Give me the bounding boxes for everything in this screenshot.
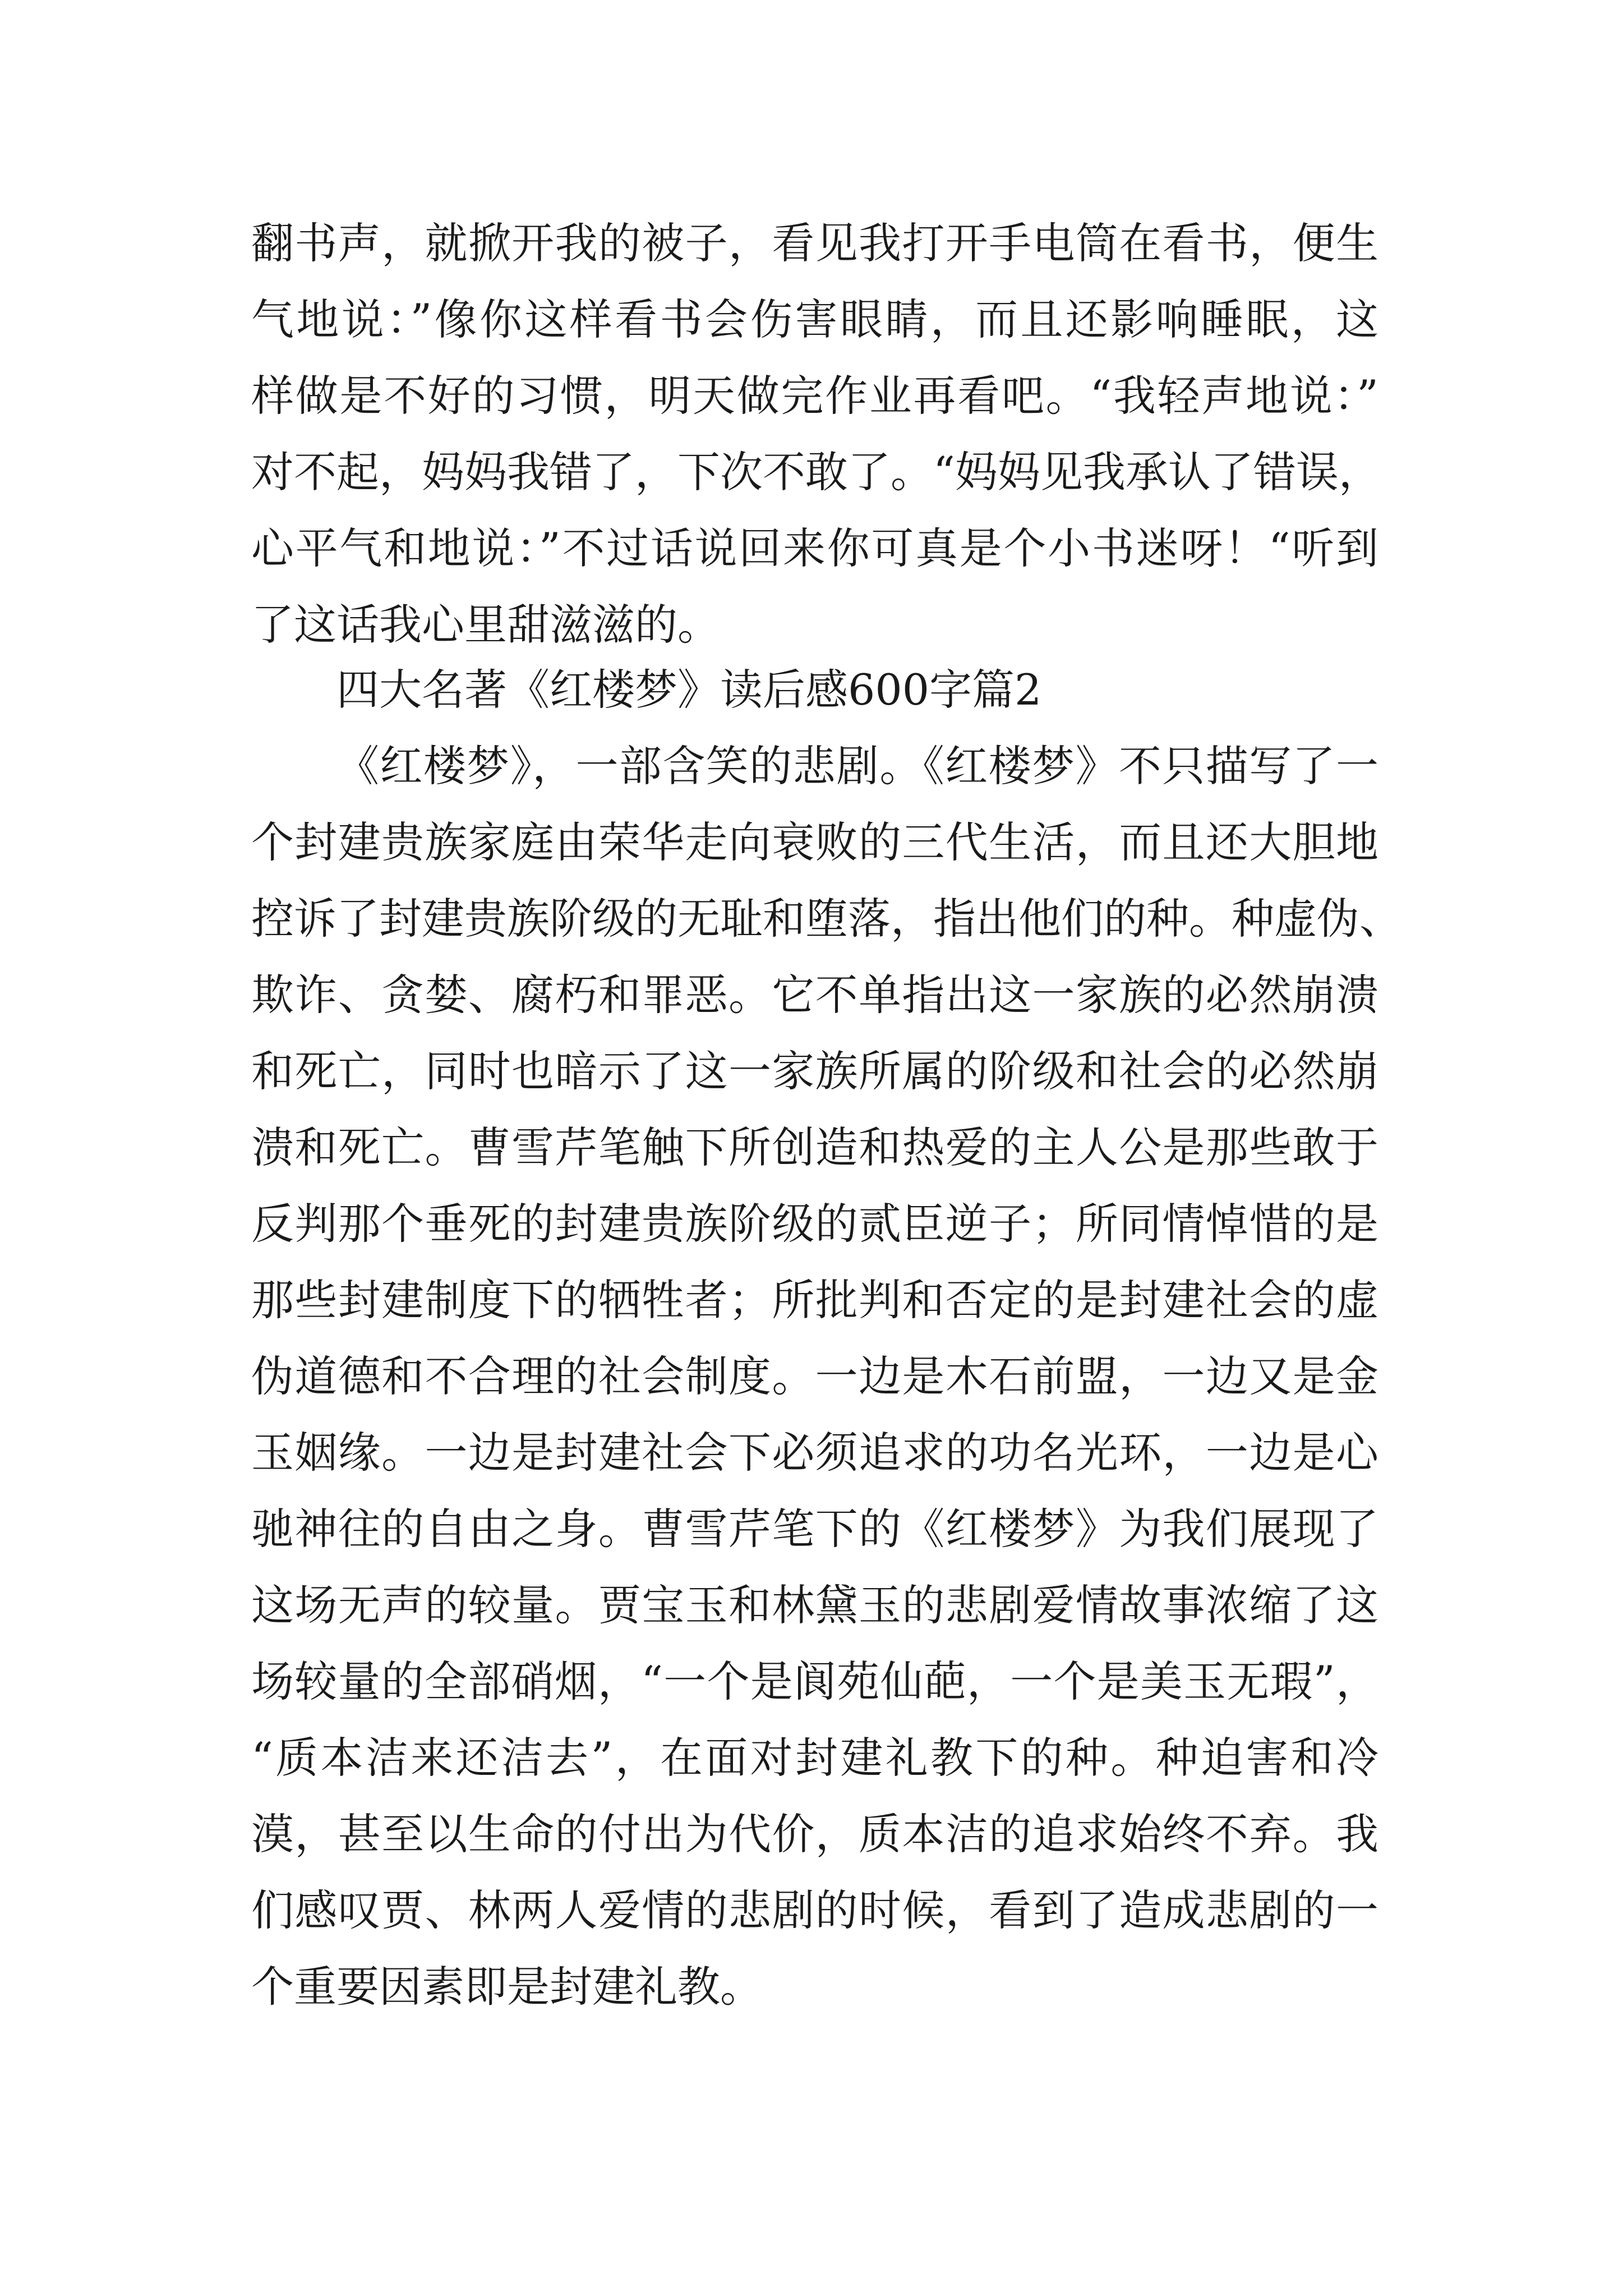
text-line: 溃和死亡。曹雪芹笔触下所创造和热爱的主人公是那些敢于: [251, 1122, 1378, 1172]
text-line: 玉姻缘。一边是封建社会下必须追求的功名光环，一边是心: [251, 1428, 1378, 1478]
text-line: 那些封建制度下的牺牲者；所批判和否定的是封建社会的虚: [251, 1275, 1378, 1325]
text-line: 气地说：”像你这样看书会伤害眼睛，而且还影响睡眠，这: [251, 295, 1378, 344]
text-line: 伪道德和不合理的社会制度。一边是木石前盟，一边又是金: [251, 1351, 1378, 1401]
text-line: 控诉了封建贵族阶级的无耻和堕落，指出他们的种。种虚伪、: [251, 894, 1402, 944]
text-line: 个封建贵族家庭由荣华走向衰败的三代生活，而且还大胆地: [251, 817, 1378, 867]
continuation-paragraph: [251, 205, 1381, 663]
text-line: 对不起，妈妈我错了，下次不敢了。“妈妈见我承认了错误，: [251, 447, 1381, 497]
text-line: 了这话我心里甜滋滋的。: [251, 600, 720, 650]
text-line: 翻书声，就掀开我的被子，看见我打开手电筒在看书，便生: [251, 218, 1378, 268]
text-line: 心平气和地说：”不过话说回来你可真是个小书迷呀！“听到: [251, 523, 1378, 573]
text-line: 们感叹贾、林两人爱情的悲剧的时候，看到了造成悲剧的一: [251, 1885, 1378, 1935]
section-heading: 四大名著《红楼梦》读后感600字篇2: [336, 665, 1042, 715]
text-line: 和死亡，同时也暗示了这一家族所属的阶级和社会的必然崩: [251, 1046, 1378, 1096]
text-line: 个重要因素即是封建礼教。: [251, 1962, 763, 2012]
text-line: 《红楼梦》，一部含笑的悲剧。《红楼梦》不只描写了一: [336, 741, 1378, 791]
text-line: 漠，甚至以生命的付出为代价，质本洁的追求始终不弃。我: [251, 1809, 1378, 1859]
text-line: 样做是不好的习惯，明天做完作业再看吧。“我轻声地说：”: [251, 371, 1378, 421]
text-line: 驰神往的自由之身。曹雪芹笔下的《红楼梦》为我们展现了: [251, 1504, 1378, 1554]
text-line: 反判那个垂死的封建贵族阶级的贰臣逆子；所同情悼惜的是: [251, 1199, 1378, 1249]
essay-section: [251, 652, 1402, 2025]
text-line: 欺诈、贪婪、腐朽和罪恶。它不单指出这一家族的必然崩溃: [251, 970, 1378, 1020]
text-line: 场较量的全部硝烟，“一个是阆苑仙葩，一个是美玉无瑕”，: [251, 1657, 1378, 1706]
text-line: “质本洁来还洁去”，在面对封建礼教下的种。种迫害和冷: [251, 1733, 1378, 1783]
text-line: 这场无声的较量。贾宝玉和林黛玉的悲剧爱情故事浓缩了这: [251, 1580, 1378, 1630]
